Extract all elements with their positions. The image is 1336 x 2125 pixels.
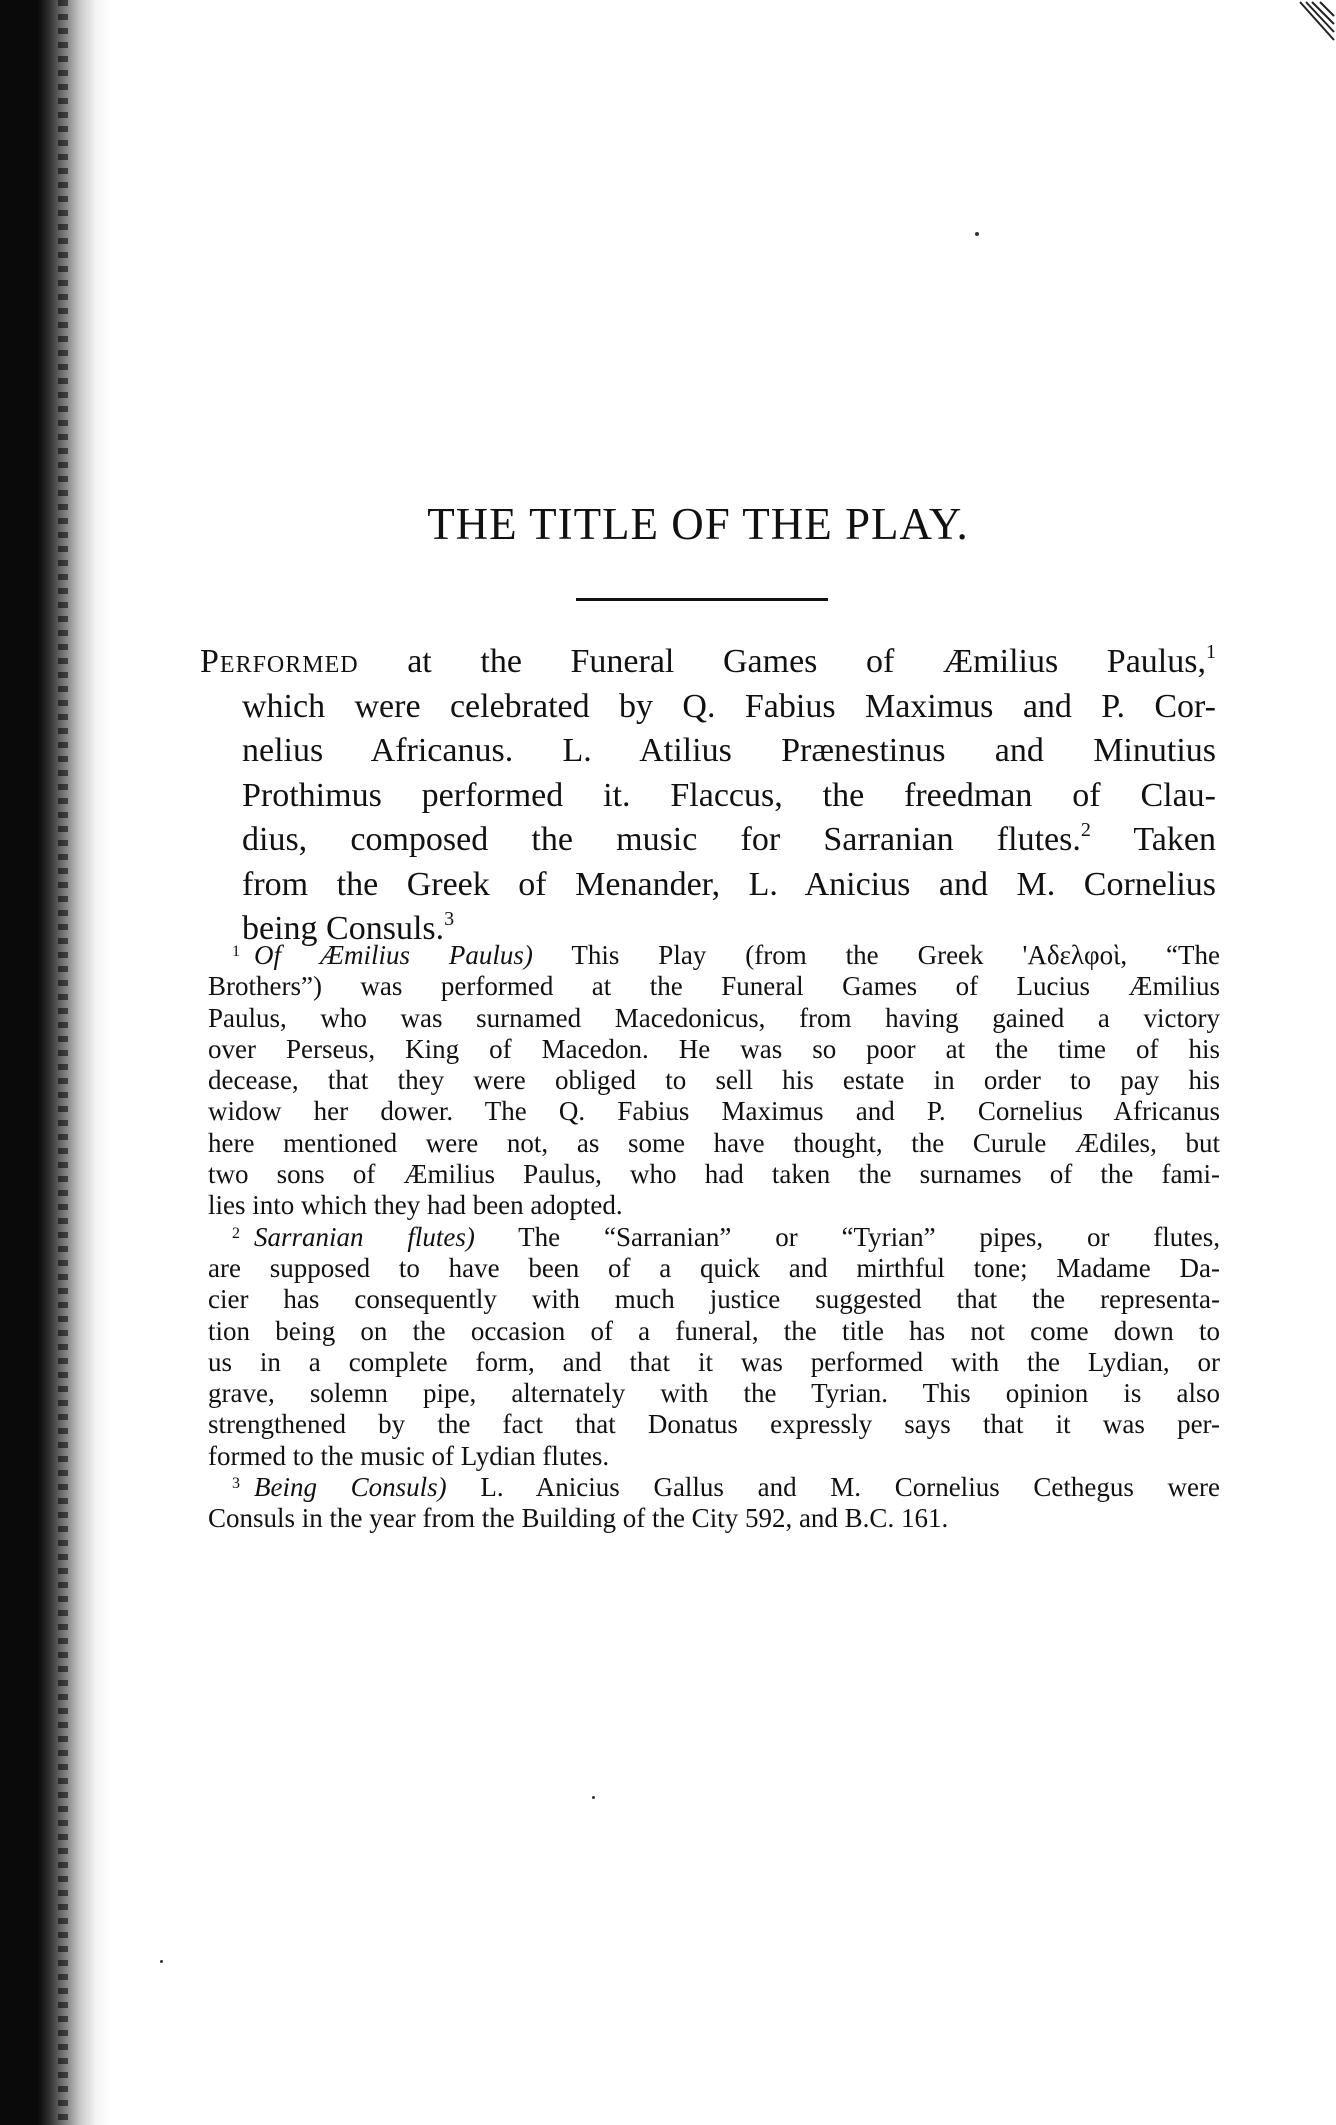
note-line: cier has consequently with much justice suggested that the representa-: [208, 1284, 1220, 1315]
note-line: [208, 1222, 1220, 1253]
note-number: 2: [232, 1224, 240, 1242]
corner-scan-mark: [1296, 0, 1336, 50]
note-number: 1: [232, 943, 240, 960]
main-line: from the Greek of Menander, L. Anicius and M. Cornelius: [242, 865, 1216, 903]
main-text-segment: being Consuls.: [242, 910, 445, 947]
main-line: [200, 640, 1216, 685]
note-line: Brothers”) was performed at the Funeral Games of Lucius Æmilius: [208, 971, 1220, 1002]
main-text-segment: at the Funeral Games of Æmilius Paulus,: [358, 643, 1206, 680]
ink-speck: [975, 232, 979, 236]
note-line: are supposed to have been of a quick and mirthful tone; Madame Da-: [208, 1252, 1220, 1283]
note-line: us in a complete form, and that it was performed with the Lydian, or: [208, 1346, 1220, 1377]
page-title: THE TITLE OF THE PLAY.: [427, 499, 969, 549]
main-line: Prothimus performed it. Flaccus, the freedman of Clau-: [242, 776, 1216, 814]
note-reference: Of Æmilius Paulus): [254, 940, 533, 970]
note-text: L. Anicius Gallus and M. Cornelius Cethegus were: [446, 1472, 1220, 1503]
note-reference: Sarranian flutes): [254, 1221, 475, 1252]
footnote-ref: 3: [444, 908, 455, 930]
note-number: 3: [232, 1475, 240, 1493]
note-text: The “Sarranian” or “Tyrian” pipes, or flutes,: [474, 1221, 1220, 1252]
main-paragraph: [200, 640, 1216, 952]
note-line: widow her dower. The Q. Fabius Maximus and P. Cornelius Africanus: [208, 1096, 1220, 1127]
note-line: Consuls in the year from the Building of the City 592, and B.C. 161.: [208, 1503, 949, 1534]
ink-speck: [592, 1796, 595, 1799]
binding-edge: [0, 0, 110, 2125]
footnote-ref: 2: [1080, 819, 1091, 841]
ink-speck: [160, 1960, 163, 1963]
note-line: here mentioned were not, as some have thought, the Curule Ædiles, but: [208, 1127, 1220, 1158]
note-line: two sons of Æmilius Paulus, who had taken the surnames of the fami-: [208, 1159, 1220, 1190]
note-line: over Perseus, King of Macedon. He was so poor at the time of his: [208, 1033, 1220, 1064]
main-text-segment: dius, composed the music for Sarranian flutes.: [242, 821, 1081, 858]
main-line: [200, 818, 1216, 863]
lead-word: Performed: [200, 643, 359, 680]
main-line: nelius Africanus. L. Atilius Prænestinus and Minutius: [242, 732, 1216, 769]
footnote-3: [208, 1472, 1220, 1535]
note-line: strengthened by the fact that Donatus expressly says that it was per-: [208, 1409, 1220, 1440]
note-line: grave, solemn pipe, alternately with the Tyrian. This opinion is also: [208, 1378, 1220, 1409]
title-rule: [576, 598, 828, 601]
note-line: decease, that they were obliged to sell his estate in order to pay his: [208, 1065, 1220, 1096]
footnotes: [208, 940, 1220, 1535]
note-line: lies into which they had been adopted.: [208, 1190, 623, 1221]
main-line: which were celebrated by Q. Fabius Maximus and P. Cor-: [242, 687, 1216, 725]
main-text-segment: Taken: [1090, 821, 1216, 858]
footnote-2: [208, 1222, 1220, 1472]
binding-shadow: [58, 0, 68, 2125]
note-reference: Being Consuls): [254, 1472, 447, 1503]
footnote-1: [208, 940, 1220, 1222]
note-line: Paulus, who was surnamed Macedonicus, from having gained a victory: [208, 1002, 1220, 1033]
note-line: [208, 940, 1220, 971]
note-line: [208, 1472, 1220, 1503]
note-line: tion being on the occasion of a funeral, the title has not come down to: [208, 1315, 1220, 1346]
note-line: formed to the music of Lydian flutes.: [208, 1440, 610, 1471]
footnote-ref: 1: [1206, 641, 1216, 663]
note-text: This Play (from the Greek 'Αδελφοὶ, “The: [532, 940, 1220, 970]
